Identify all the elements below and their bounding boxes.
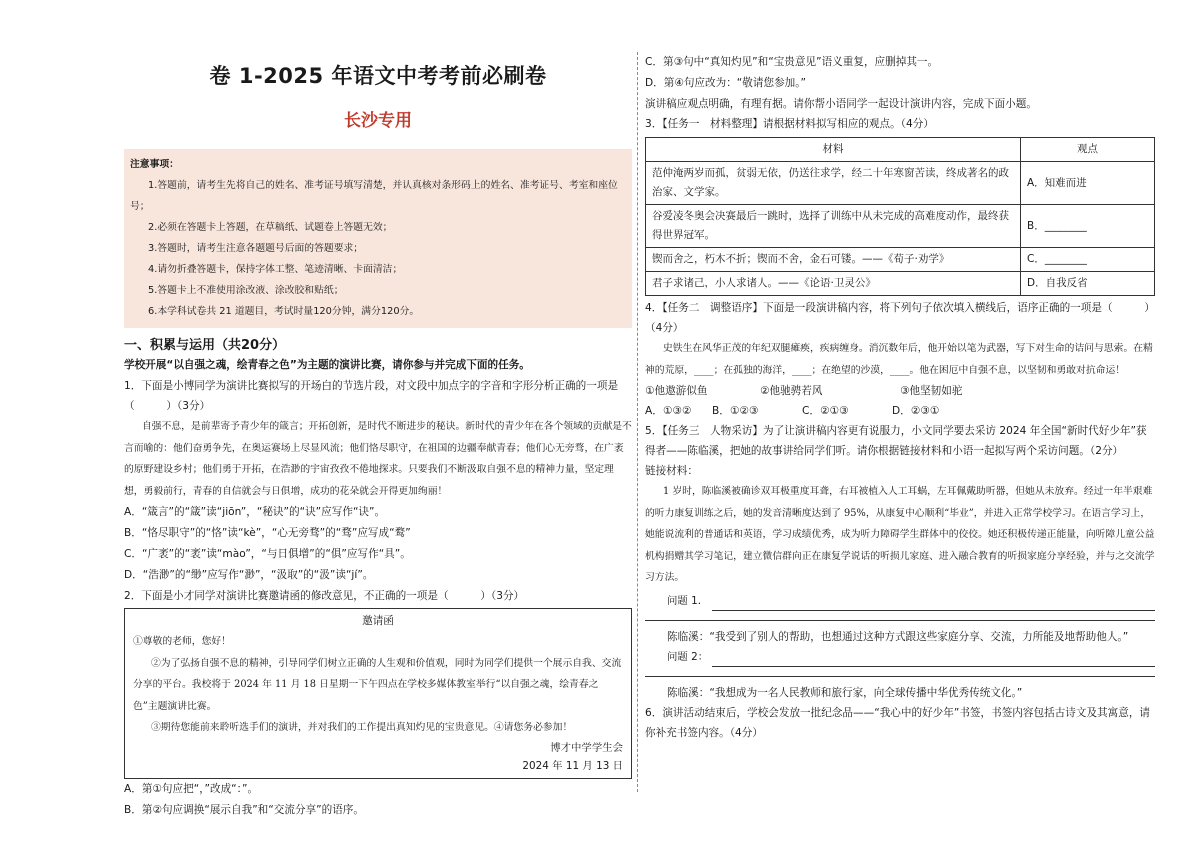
choice-option: D．②③① bbox=[892, 405, 940, 417]
choice-option: B．①②③ bbox=[712, 405, 759, 417]
right-column bbox=[645, 52, 1155, 743]
letter-line-2: ②为了弘扬自强不息的精神，引导同学们树立正确的人生观和价值观，同时为同学们提供一个展示自我、交流分享的平台。我校将于 2024 年 11 月 18 日星期一下午四点在学校多媒体教室举行“以自强之魂，绘青春之色”主题演讲比赛。 bbox=[133, 657, 622, 712]
table-header-material: 材料 bbox=[646, 138, 1021, 162]
sentence-item: ①他遨游似鱼 bbox=[645, 385, 708, 397]
table-row bbox=[646, 205, 1155, 248]
page-title: 卷 1-2025 年语文中考考前必刷卷 bbox=[209, 64, 547, 88]
question-1-stem: 1．下面是小博同学为演讲比赛拟写的开场白的节选片段，对文段中加点字的字音和字形分析正确的一项是（ ）（3分） bbox=[124, 380, 619, 412]
question-2-option-c: C．第③句中“真知灼见”和“宝贵意见”语义重复，应删掉其一。 bbox=[645, 56, 939, 68]
sentence-item: ③他坚韧如驼 bbox=[900, 385, 963, 397]
question-4-items bbox=[645, 381, 1155, 401]
letter-line-1: ①尊敬的老师，您好！ bbox=[133, 636, 231, 647]
column-divider bbox=[637, 52, 638, 792]
table-row bbox=[646, 248, 1155, 272]
notice-title: 注意事项： bbox=[130, 159, 179, 170]
task-lead: 演讲稿应观点明确，有理有据。请你帮小语同学一起设计演讲内容，完成下面小题。 bbox=[645, 98, 1037, 110]
left-column bbox=[124, 52, 632, 821]
answer-blank[interactable] bbox=[712, 597, 1155, 611]
choice-option: C．②①③ bbox=[802, 405, 849, 417]
material-table bbox=[645, 137, 1155, 296]
interview-reply-2: 陈临溪：“我想成为一名人民教师和旅行家，向全球传播中华优秀传统文化。” bbox=[667, 686, 1023, 699]
question-1-option-c: C．“广袤”的“袤”读“mào”，“与日俱增”的“俱”应写作“具”。 bbox=[124, 548, 411, 560]
question-1-passage: 自强不息，是前辈寄予青少年的箴言；开拓创新，是时代不断进步的秘诀。新时代的青少年在各个领域的贡献是不言而喻的：他们奋勇争先，在奥运赛场上尽显风流；他们恪尽职守，在祖国的边疆奉献青春；他们心无旁骛，在广袤的原野建设乡村；他们勇于开拓，在浩渺的宇宙孜孜不倦地探求。只要我们不断汲取自强不息的精神力量，坚定理想，勇毅前行，青春的自信就会与日俱增，成功的花朵就会开得更加绚丽！ bbox=[124, 421, 632, 497]
question-5-stem: 5．【任务三 人物采访】为了让演讲稿内容更有说服力，小文同学要去采访 2024 年全国“新时代好少年”获得者——陈临溪，把她的故事讲给同学们听。请你根据链接材料和小语一起拟写两个采访问题。（2分） bbox=[645, 425, 1147, 457]
question-2-label: 问题 2： bbox=[667, 650, 709, 663]
notice-item: 5.答题卡上不准使用涂改液、涂改胶和贴纸； bbox=[148, 285, 344, 296]
answer-rule bbox=[645, 611, 1155, 621]
notice-item: 1.答题前，请考生先将自己的姓名、准考证号填写清楚，并认真核对条形码上的姓名、准考证号、考室和座位号； bbox=[130, 180, 618, 212]
table-header-viewpoint: 观点 bbox=[1021, 138, 1155, 162]
table-cell-material: 范仲淹两岁而孤，贫弱无依，仍送往求学，经二十年寒窗苦读，终成著名的政治家、文学家。 bbox=[646, 162, 1021, 205]
table-cell-viewpoint: A．知难而进 bbox=[1021, 162, 1155, 205]
section-heading: 一、积累与运用（共20分） bbox=[124, 338, 286, 353]
table-cell-viewpoint: B．________ bbox=[1021, 205, 1155, 248]
notice-item: 2.必须在答题卡上答题，在草稿纸、试题卷上答题无效； bbox=[148, 222, 393, 233]
question-4-stem: 4．【任务二 调整语序】下面是一段演讲稿内容，将下列句子依次填入横线后，语序正确的一项是（ ）（4分） bbox=[645, 302, 1155, 334]
table-cell-material: 君子求诸己，小人求诸人。——《论语·卫灵公》 bbox=[646, 272, 1021, 296]
notice-item: 6.本学科试卷共 21 道题目，考试时量120分钟，满分120分。 bbox=[148, 306, 420, 317]
page-subtitle: 长沙专用 bbox=[344, 111, 412, 131]
notice-box bbox=[124, 149, 632, 328]
question-2-answer-line[interactable] bbox=[667, 647, 1155, 667]
question-4-passage: 史铁生在风华正茂的年纪双腿瘫痪，疾病缠身。消沉数年后，他开始以笔为武器，写下对生命的诘问与思索。在精神的荒原，____；在孤独的海洋，____；在绝望的沙漠，____。他在困厄中自强不息，以坚韧和勇敢对抗命运！ bbox=[645, 343, 1153, 376]
sentence-item: ②他驰骋若风 bbox=[760, 385, 823, 397]
question-6-stem: 6．演讲活动结束后，学校会发放一批纪念品——“我心中的好少年”书签，书签内容包括古诗文及其寓意，请你补充书签内容。（4分） bbox=[645, 706, 1151, 739]
question-2-stem: 2．下面是小才同学对演讲比赛邀请函的修改意见，不正确的一项是（ ）（3分） bbox=[124, 590, 525, 602]
link-material-label: 链接材料： bbox=[645, 465, 698, 477]
letter-title: 邀请函 bbox=[362, 615, 394, 627]
table-row bbox=[646, 272, 1155, 296]
letter-line-3: ③期待您能前来聆听选手们的演讲，并对我们的工作提出真知灼见的宝贵意见。④请您务必参加！ bbox=[151, 722, 573, 733]
link-material-text: 1 岁时，陈临溪被确诊双耳极重度耳聋，右耳被植入人工耳蜗，左耳佩戴助听器，但她从未放弃。经过一年半艰难的听力康复训练之后，她的发音清晰度达到了 95%，从康复中心顺利“毕业”，并进入正常学校学习。在语言学习上，她能说流利的普通话和英语，学习成绩优秀，成为听力障碍学生群体中的佼佼。她还积极传递正能量，向听障儿童公益机构捐赠其学习笔记，建立微信群向正在康复学说话的听损儿家庭、进入融合教育的听损家庭分享经验，并与之交流学习方法。 bbox=[645, 486, 1155, 583]
table-header-row bbox=[646, 138, 1155, 162]
table-cell-viewpoint: C．________ bbox=[1021, 248, 1155, 272]
answer-rule bbox=[645, 667, 1155, 677]
interview-reply-1: 陈临溪：“我受到了别人的帮助，也想通过这种方式跟这些家庭分享、交流，力所能及地帮助他人。” bbox=[667, 630, 1129, 643]
question-1-answer-line[interactable] bbox=[667, 591, 1155, 611]
notice-item: 4.请勿折叠答题卡，保持字体工整、笔迹清晰、卡面清洁； bbox=[148, 264, 403, 275]
question-1-option-b: B．“恪尽职守”的“恪”读“kè”，“心无旁骛”的“骛”应写成“鹜” bbox=[124, 527, 411, 539]
choice-option: A．①③② bbox=[645, 405, 692, 417]
question-1-option-d: D．“浩渺”的“缈”应写作“渺”，“汲取”的“汲”读“jí”。 bbox=[124, 569, 374, 581]
section-intro: 学校开展“以自强之魂，绘青春之色”为主题的演讲比赛，请你参与并完成下面的任务。 bbox=[124, 359, 530, 371]
question-4-choices bbox=[645, 401, 1155, 421]
answer-blank[interactable] bbox=[712, 653, 1155, 667]
letter-signature: 博才中学学生会 bbox=[550, 741, 623, 754]
table-cell-material: 谷爱凌冬奥会决赛最后一跳时，选择了训练中从未完成的高难度动作，最终获得世界冠军。 bbox=[646, 205, 1021, 248]
question-1-option-a: A．“箴言”的“箴”读“jiōn”，“秘诀”的“诀”应写作“诀”。 bbox=[124, 506, 386, 518]
question-2-option-b: B．第②句应调换“展示自我”和“交流分享”的语序。 bbox=[124, 803, 364, 816]
invitation-letter bbox=[124, 608, 632, 779]
question-1-label: 问题 1． bbox=[667, 594, 709, 607]
question-2-option-d: D．第④句应改为：“敬请您参加。” bbox=[645, 77, 807, 89]
table-row bbox=[646, 162, 1155, 205]
table-cell-viewpoint: D．自我反省 bbox=[1021, 272, 1155, 296]
letter-date: 2024 年 11 月 13 日 bbox=[522, 759, 623, 772]
table-cell-material: 锲而舍之，朽木不折；锲而不舍，金石可镂。——《荀子·劝学》 bbox=[646, 248, 1021, 272]
question-3-stem: 3．【任务一 材料整理】请根据材料拟写相应的观点。（4分） bbox=[645, 118, 934, 130]
notice-item: 3.答题时，请考生注意各题题号后面的答题要求； bbox=[148, 243, 364, 254]
question-2-option-a: A．第①句应把“，”改成“：”。 bbox=[124, 782, 259, 795]
